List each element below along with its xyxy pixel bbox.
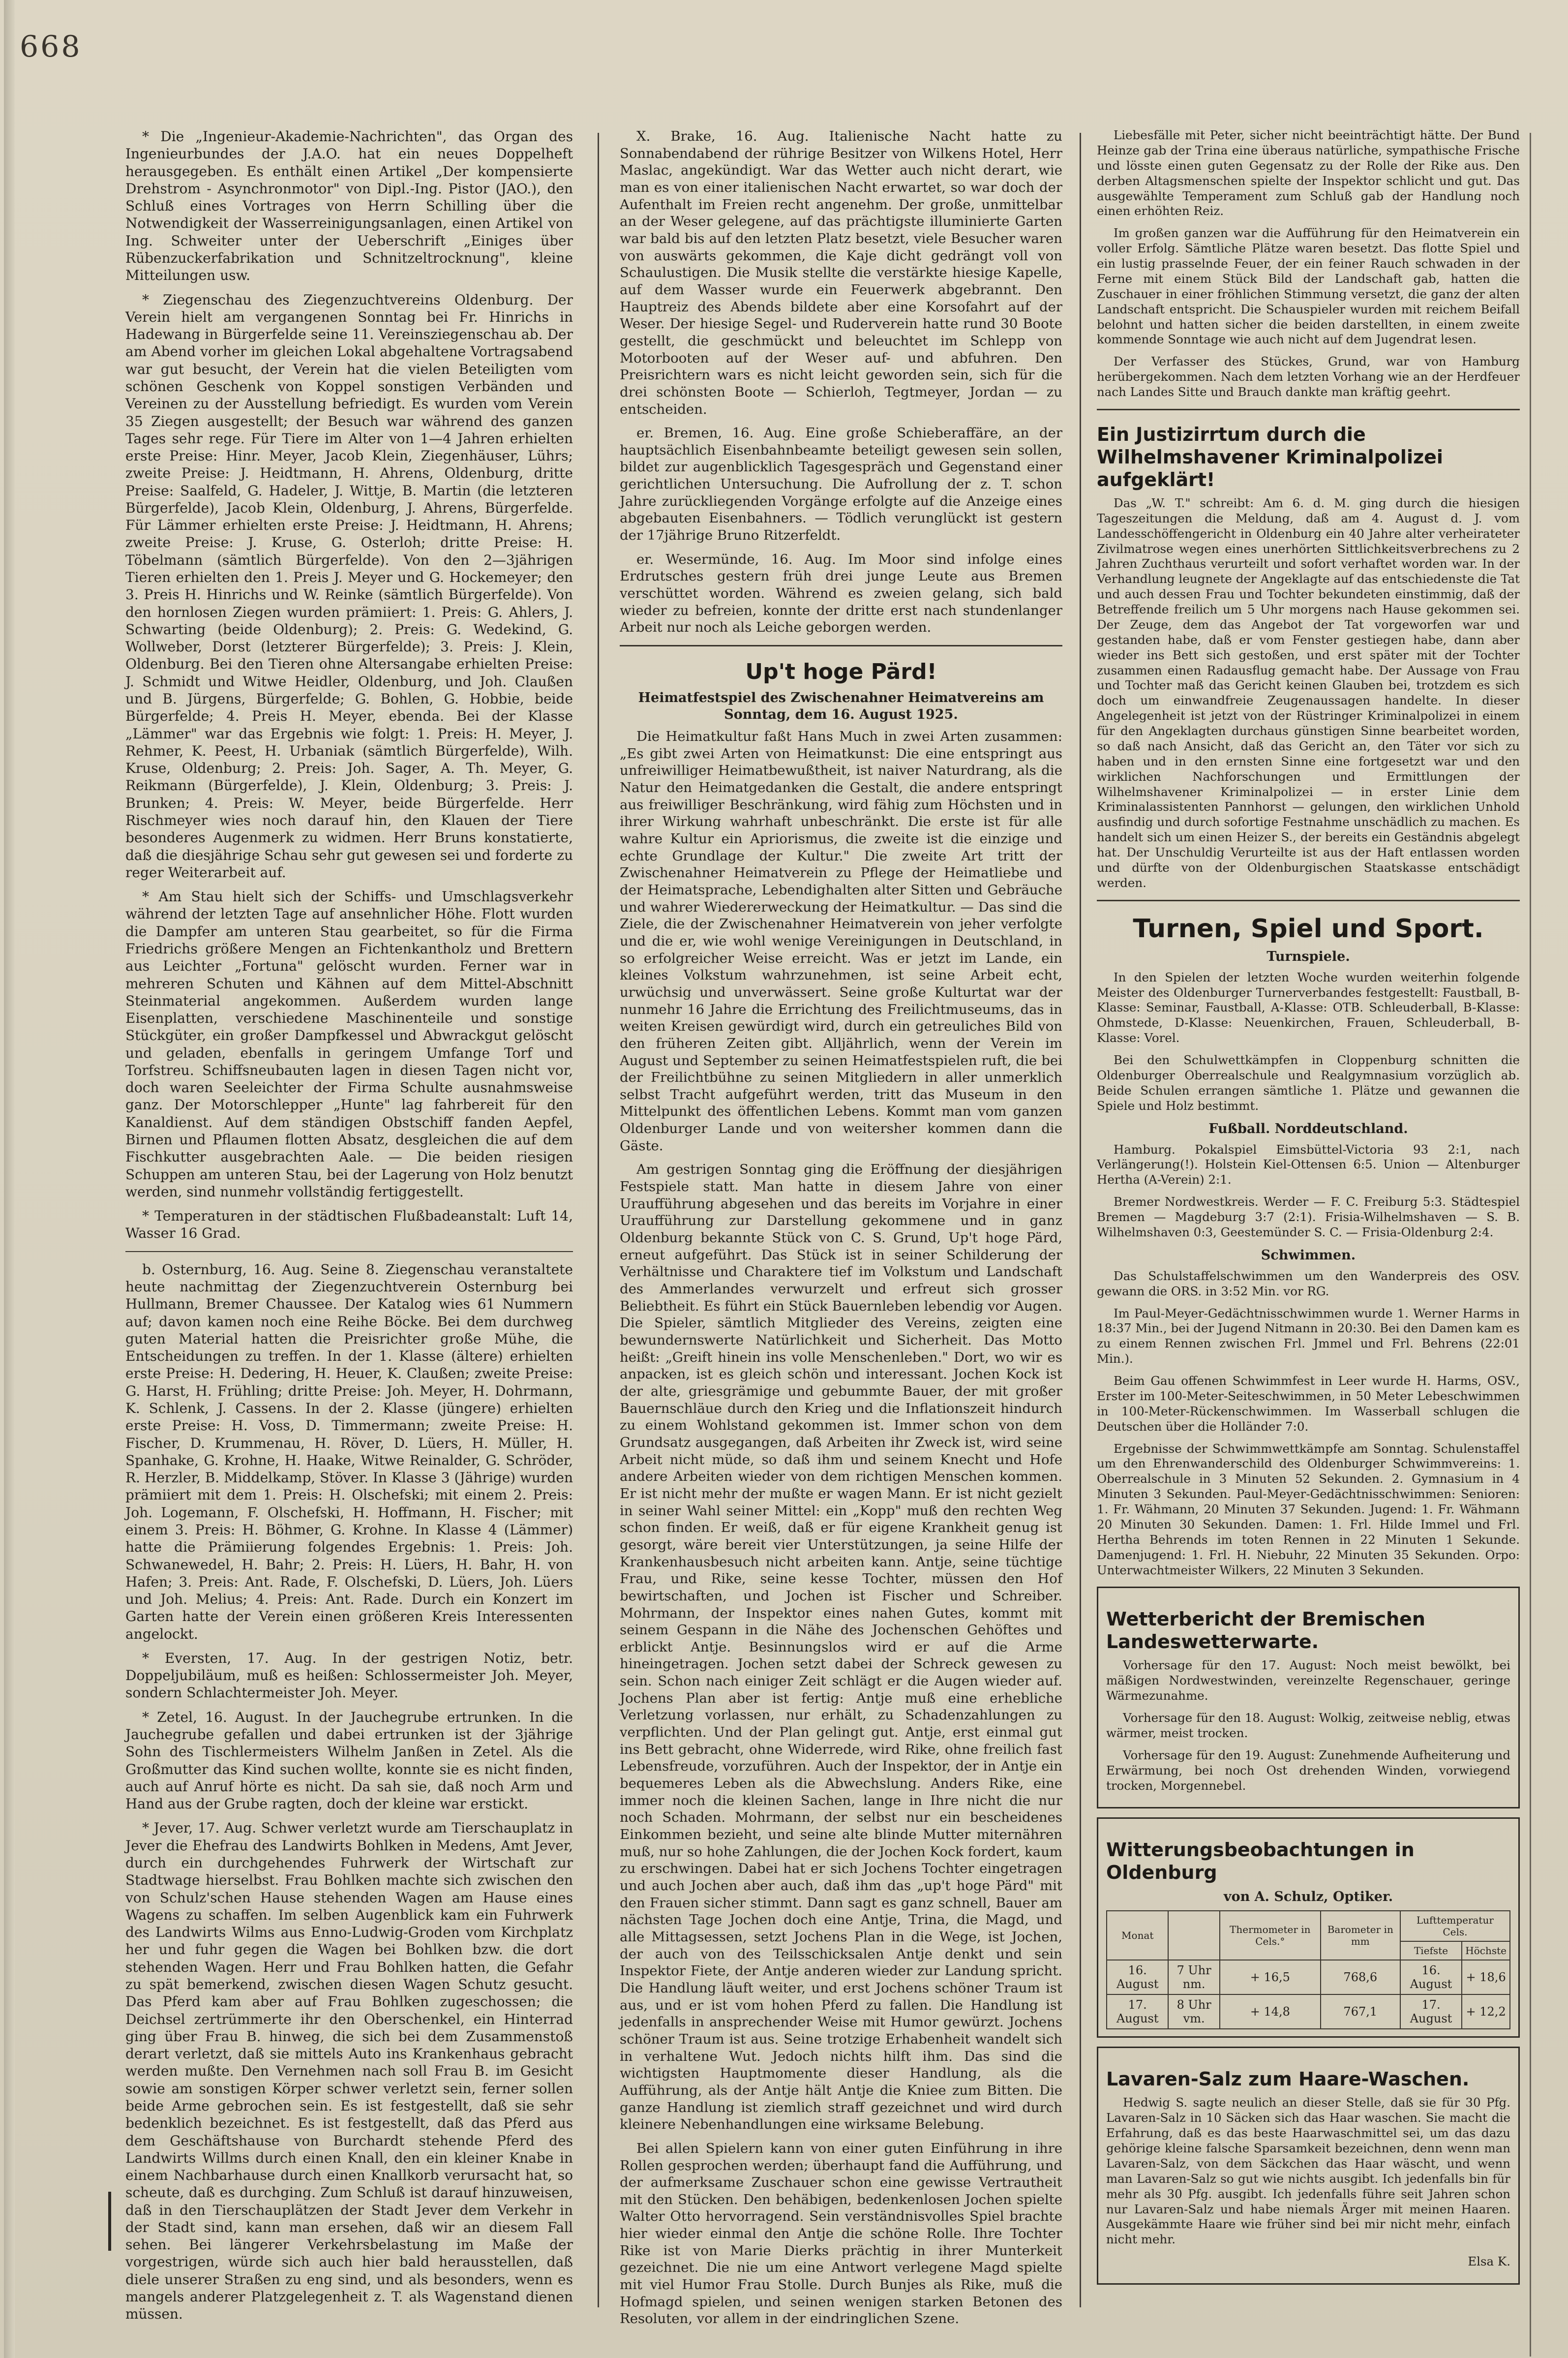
page-number: 668 <box>20 30 82 64</box>
article-flussbad-temperaturen: * Temperaturen in der städtischen Flußbadeanstalt: Luft 14, Wasser 16 Grad. <box>125 1208 573 1242</box>
article-osternburg-ziegenschau: b. Osternburg, 16. Aug. Seine 8. Ziegenschau veranstaltete heute nachmittag der Ziegenzuchtverein Osternburg bei Hullmann, Bremer Chaussee. Der Katalog wies 61 Nummern auf; davon kamen noch eine Reihe Böcke. Bei dem durchweg guten Material hatten die Preisrichter große Mühe, die Entscheidungen zu treffen. In der 1. Klasse (ältere) erhielten erste Preise: H. Dedering, H. Heuer, K. Claußen; zweite Preise: G. Harst, H. Frühling; dritte Preise: Joh. Meyer, H. Dohrmann, K. Schlenk, J. Cassens. In der 2. Klasse (jüngere) erhielten erste Preise: H. Voss, D. Timmermann; zweite Preise: H. Fischer, D. Krummenau, H. Röver, D. Lüers, H. Müller, H. Spanhake, G. Krohne, H. Haake, Witwe Reinalder, G. Schröder, R. Herzler, B. Middelkamp, Stöver. In Klasse 3 (Jährige) wurden prämiiert mit dem 1. Preis: H. Olschefski; mit einem 2. Preis: Joh. Logemann, F. Olschefski, H. Hoffmann, H. Fischer; mit einem 3. Preis: H. Böhmer, G. Krohne. In Klasse 4 (Lämmer) hatte die Prämiierung folgendes Ergebnis: 1. Preis: Joh. Schwanewedel, H. Bahr; 2. Preis: H. Lüers, H. Bahr, H. von Hafen; 3. Preis: Ant. Rade, F. Olschefski, D. Lüers, Joh. Lüers und Joh. Melius; 4. Preis: Ant. Rade. Durch ein Konzert im Garten hatte der Verein einen größeren Kreis Interessenten angelockt. <box>125 1261 573 1642</box>
article-stau-verkehr: * Am Stau hielt sich der Schiffs- und Umschlagsverkehr während der letzten Tage auf ansehnlicher Höhe. Flott wurden die Dampfer am unteren Stau gearbeitet, so für die Firma Friedrichs größere Mengen an Fichtenkantholz und Brettern aus Leichter „Fortuna" gelöscht wurden. Ferner war in mehreren Schuten und Kähnen auf dem Mittel-Abschnitt Steinmaterial angekommen. Außerdem wurden lange Eisenplatten, verschiedene Maschinenteile und sonstige Stückgüter, ein großer Dampfkessel und Abwrackgut gelöscht und geladen, ebenfalls in geringem Umfange Torf und Torfstreu. Schiffsneubauten lagen in diesen Tagen nicht vor, doch waren Seeleichter der Firma Schulte ausnahmsweise ganz. Der Motorschlepper „Hunte" lag fahrbereit für den Kanaldienst. Auf dem ständigen Obstschiff fanden Aepfel, Birnen und Pflaumen flotten Absatz, desgleichen die auf dem Fischkutter ausgebrachten Aale. — Die beiden riesigen Schuppen am unteren Stau, bei der Lagerung von Holz benutzt werden, sind nunmehr vollständig fertiggestellt. <box>125 888 573 1200</box>
table-header: Höchste <box>1462 1941 1510 1960</box>
article-spieler-kritik: Bei allen Spielern kann von einer guten Einführung in ihre Rollen gesprochen werden; überhaupt fand die Aufführung, und der aufmerksame Zuschauer schon eine gewisse Vertrautheit mit den Stücken. Den behäbigen, bedenkenlosen Jochen spielte Walter Otto hervorragend. Sein verständnisvolles Spiel brachte hier wieder einmal den Antje die schöne Rolle. Ihre Tochter Rike ist von Marie Dierks prächtig in ihrer Munterkeit gezeichnet. Die nie um eine Antwort verlegene Magd spielte mit viel Humor Frau Stolle. Durch Bunjes als Rike, muß die Hofmagd spielen, und seinen wenigen starken Betonen des Resoluten, vor allem in der eindringlichen Szene. <box>620 2140 1062 2327</box>
table-cell: + 12,2 <box>1462 1994 1510 2029</box>
article-theater-verfasser: Der Verfasser des Stückes, Grund, war von Hamburg herübergekommen. Nach dem letzten Vorhang wie an der Herdfeuer nach Landes Sitte und Brauch dankte man kräftig geehrt. <box>1097 354 1520 399</box>
article-bremen-schieberaffaere: er. Bremen, 16. Aug. Eine große Schieberaffäre, an der hauptsächlich Eisenbahnbeamte beteiligt gewesen sein sollen, bildet zur augenblicklich Tagesgespräch und Gegenstand einer gerichtlichen Untersuchung. Die Aufrollung der z. T. schon Jahre zurückliegenden Vorgänge erfolgte auf die Anzeige eines abgebauten Eisenbahners. — Tödlich verunglückt ist gestern der 17jährige Bruno Ritzerfeldt. <box>620 425 1062 544</box>
margin-mark <box>108 2192 111 2251</box>
table-header: Barometer in mm <box>1321 1911 1400 1960</box>
headline-turnen-spiel-sport: Turnen, Spiel und Sport. <box>1133 914 1484 944</box>
forecast-18-august: Vorhersage für den 18. August: Wolkig, zeitweise neblig, etwas wärmer, meist trocken. <box>1106 1711 1510 1740</box>
article-turnspiele-meister: In den Spielen der letzten Woche wurden weiterhin folgende Meister des Oldenburger Turnerverbandes festgestellt: Faustball, B-Klasse: Seminar, Faustball, A-Klasse: OTB. Schleuderball, B-Klasse: Ohmstede, D-Klasse: Neuenkirchen, Frauen, Schleuderball, B-Klasse: Vorel. <box>1097 970 1520 1045</box>
table-row <box>1107 1960 1510 1994</box>
article-zetel-jauchegrube: * Zetel, 16. August. In der Jauchegrube ertrunken. In die Jauchegrube gefallen und dabei ertrunken ist der 3jährige Sohn des Tischlermeisters Wilhelm Janßen in Zetel. Als die Großmutter das Kind suchen wollte, konnte sie es nicht finden, auch auf Anruf hörte es nicht. Da sah sie, daß noch Arm und Hand aus der Grube ragten, doch der kleine war erstickt. <box>125 1709 573 1812</box>
headline-upt-hoge-paerd: Up't hoge Pärd! <box>745 659 937 685</box>
table-cell: 8 Uhr vm. <box>1168 1994 1219 2029</box>
subheadline-heimatfestspiel: Heimatfestspiel des Zwischenahner Heimatvereins am Sonntag, dem 16. August 1925. <box>638 690 1044 723</box>
table-cell: + 18,6 <box>1462 1960 1510 1994</box>
article-jever-unfall: * Jever, 17. Aug. Schwer verletzt wurde am Tierschauplatz in Jever die Ehefrau des Landwirts Bohlken in Medens, Amt Jever, durch ein durchgehendes Fuhrwerk der Wirtschaft zur Stadtwage hierselbst. Frau Bohlken machte sich zwischen den von Schulz'schen Hause stehenden Wagen am Hause eines Wagens zu schaffen. Im selben Augenblick kam ein Fuhrwerk des Landwirts Wilms aus Enno-Ludwig-Groden vom Kirchplatz her und fuhr gegen die Wagen bei Bohlken bzw. die dort stehenden Wagen. Herr und Frau Bohlken hatten, die Gefahr zu spät bemerkend, zwischen diesen Wagen Schutz gesucht. Das Pferd kam aber auf Frau Bohlken zugeschossen; die Deichsel zertrümmerte ihr den Oberschenkel, ein Hinterrad ging über Frau B. hinweg, die sich bei dem Zusammenstoß derart verletzt, daß sie mittels Auto ins Krankenhaus gebracht werden mußte. Den Vernehmen nach soll Frau B. im Gesicht sowie am sonstigen Körper schwer verletzt sein, ferner sollen beide Arme gebrochen sein. Es ist festgestellt, daß sie sehr bedenklich bezeichnet. Es ist festgestellt, daß das Pferd aus dem Geschäftshause von Burchardt stehende Pferd des Landwirts Willms durch einen Knall, den ein kleiner Knabe in einem Nachbarhause durch einen Knallkorb verursacht hat, so scheute, daß es durchging. Zum Schluß ist darauf hinzuweisen, daß in den Tierschauplätzen der Stadt Jever dem Verkehr in der Stadt sind, kann man ersehen, daß wir an diesem Fall sehen. Bei längerer Verkehrsbelastung im Maße der vorgestrigen, würde sich auch hier bald herausstellen, daß diele unserer Straßen zu eng sind, und als besonders, wenn es mangels anderer Platzgelegenheit z. T. als Wagenstand dienen müssen. <box>125 1820 573 2323</box>
table-header <box>1168 1911 1219 1960</box>
article-brake-italienische-nacht: X. Brake, 16. Aug. Italienische Nacht hatte zu Sonnabendabend der rührige Besitzer von Wilkens Hotel, Herr Maslac, angekündigt. War das Wetter auch nicht derart, wie man es von einer italienischen Nacht erwartet, so war doch der Aufenthalt im Freien recht angenehm. Der große, unmittelbar an der Weser gelegene, auf das prächtigste illuminierte Garten war bald bis auf den letzten Platz besetzt, viele Besucher waren von auswärts gekommen, die Kaje dicht gedrängt voll von Schaulustigen. Die Musik stellte die verstärkte hiesige Kapelle, auf dem Wasser wurde ein Feuerwerk abgebrannt. Den Hauptreiz des Abends bildete aber eine Korsofahrt auf der Weser. Der hiesige Segel- und Ruderverein hatte rund 30 Boote gestellt, die geschmückt und beleuchtet im Schlepp von Motorbooten auf der Weser auf- und abfuhren. Den Preisrichtern wars es nicht leicht geworden sein, sich für die drei schönsten Boote — Schierloh, Tegtmeyer, Jordan — zu entscheiden. <box>620 128 1062 417</box>
table-header: Monat <box>1107 1911 1168 1960</box>
headline-justizirrtum: Ein Justizirrtum durch die Wilhelmshavener Kriminalpolizei aufgeklärt! <box>1097 423 1443 490</box>
divider <box>620 645 1062 646</box>
observations-table <box>1106 1910 1510 2029</box>
observer-credit: von A. Schulz, Optiker. <box>1223 1889 1393 1905</box>
column-2 <box>620 128 1062 2334</box>
page-border <box>1530 133 1531 2357</box>
article-fussball-hamburg: Hamburg. Pokalspiel Eimsbüttel-Victoria 93 2:1, nach Verlängerung(!). Holstein Kiel-Ottensen 6:5. Union — Altenburger Hertha (A-Verein) 2:1. <box>1097 1142 1520 1187</box>
table-cell: 767,1 <box>1321 1994 1400 2029</box>
article-fussball-bremen: Bremer Nordwestkreis. Werder — F. C. Freiburg 5:3. Städtespiel Bremen — Magdeburg 3:7 (2:1). Frisia-Wilhelmshaven — S. B. Wilhelmshaven 0:3, Geestemünder S. C. — Frisia-Oldenburg 2:4. <box>1097 1194 1520 1239</box>
subheadline-turnspiele: Turnspiele. <box>1266 949 1350 964</box>
table-cell: + 16,5 <box>1220 1960 1321 1994</box>
table-cell: 17. August <box>1400 1994 1462 2029</box>
article-festspiel-eroeffnung: Am gestrigen Sonntag ging die Eröffnung der diesjährigen Festspiele statt. Man hatte in diesem Jahre von einer Uraufführung abgesehen und das bereits im Vorjahre in einer Uraufführung zur Darstellung gekommene und in ganz Oldenburg bekannte Stück von C. S. Grund, Up't hoge Pärd, erneut aufgeführt. Das Stück ist in seiner Schilderung der Verhältnisse und Charaktere tief im Volkstum und Landschaft des Ammerlandes verwurzelt und erfreut sich grosser Beliebtheit. Es führt ein Stück Bauernleben lebendig vor Augen. Die Spieler, sämtlich Mitglieder des Vereins, zeigten eine bewundernswerte Natürlichkeit und Sicherheit. Das Motto heißt: „Greift hinein ins volle Menschenleben." Dort, wo wir es anpacken, ist es gleich schön und interessant. Jochen Kock ist der alte, griesgrämige und gebummte Bauer, der mit großer Bauernschläue durch den Krieg und die Inflationszeit hindurch zu einem Wohlstand gekommen ist. Immer schon von dem Grundsatz ausgegangen, daß Arbeiten ihr Zweck ist, wird seine Arbeit nicht müde, so daß ihm und seinem Knecht und Hofe andere Arbeiten wieder von dem richtigen Menschen kommen. Er ist nicht mehr der mußte er wagen Mann. Er ist nicht gezielt in seiner Wahl seiner Mittel: ein „Kopp" muß den rechten Weg schon finden. Er weiß, daß er für eigene Krankheit genug ist gesorgt, wäre bereit vier Unterstützungen, ja seine Hilfe der Krankenhausbesuch nicht arbeiten kann. Antje, seine tüchtige Frau, und Rike, seine kesse Tochter, müssen den Hof bewirtschaften, und Jochen ist Fischer und Schreiber. Mohrmann, der Inspektor eines nahen Gutes, kommt mit seinem Gespann in die Nähe des Jochenschen Gehöftes und erblickt Antje. Besinnungslos wird er auf die Arme hineingetragen. Jochen setzt dabei der Schreck gewesen zu sein. Schon nach einiger Zeit schlägt er die Augen wieder auf. Jochens Plan aber ist fertig: Antje muß eine erhebliche Verletzung vorlassen, nur erhält, zu Schadenzahlungen zu verpflichten. Und der Plan gelingt gut. Antje, erst einmal gut ins Bett gebracht, ohne Widerrede, wird Rike, ohne freilich fast Lebensfreude, vorzuführen. Auch der Inspektor, der in Antje ein bequemeres Leben als die Abwechslung. Anders Rike, eine immer noch die kleinen Sachen, lange in Ihre nicht die nur noch Schaden. Mohrmann, der selbst nur ein bescheidenes Einkommen bezieht, und seine alte blinde Mutter miternähren muß, nur so hohe Zahlungen, die der Jochen Kock fordert, kaum zu erschwingen. Dabei hat er sich Jochens Tochter eingetragen und auch Jochen aber auch, daß ihm das „up't hoge Pärd" mit den Frauen sicher stimmt. Dann sagt es ganz schnell, Bauer am nächsten Tage Jochen doch eine Antje, Trina, die Magd, und alle Mittagsessen, setzt Jochens Plan in die Wege, ist Jochen, der auch von des Teilsschicksalen Antje denkt und sein Inspektor Fiete, der Antje anderen wieder zur Landung spricht. Die Handlung läuft weiter, und erst Jochens schöner Traum ist aus, und er ist vom hohen Pferd zu fallen. Die Handlung ist jedenfalls in ansprechender Weise mit Humor gewürzt. Jochens schöner Traum ist aus. Seine trotzige Erhabenheit wandelt sich in verhaltene Wut. Jedoch nichts hilft ihm. Das sind die wichtigsten Hauptmomente dieser Handlung, als die Aufführung, als der Antje hält Antje die Kniee zum Bitten. Die ganze Handlung ist ziemlich straff gezeichnet und wird durch kleinere Nebenhandlungen eine wirksame Belebung. <box>620 1162 1062 2133</box>
article-schulstaffel: Das Schulstaffelschwimmen um den Wanderpreis des OSV. gewann die ORS. in 3:52 Min. vor RG. <box>1097 1268 1520 1298</box>
subheadline-schwimmen: Schwimmen. <box>1261 1247 1356 1263</box>
article-schulwettkaempfe: Bei den Schulwettkämpfen in Cloppenburg schnitten die Oldenburger Oberrealschule und Realgymnasium vorzüglich ab. Beide Schulen errangen sämtliche 1. Plätze und gewannen die Spiele und Holz bestimmt. <box>1097 1053 1520 1113</box>
article-schwimmfest-leer: Beim Gau offenen Schwimmfest in Leer wurde H. Harms, OSV., Erster im 100-Meter-Seiteschwimmen, in 50 Meter Lebeschwimmen in 100-Meter-Rückenschwimmen. Im Wasserball schlugen die Deutschen über die Holländer 7:0. <box>1097 1374 1520 1434</box>
headline-witterungsbeobachtungen: Witterungsbeobachtungen in Oldenburg <box>1106 1839 1415 1884</box>
divider <box>1097 900 1520 901</box>
advert-lavaren-salz <box>1097 2047 1520 2285</box>
article-paul-meyer: Im Paul-Meyer-Gedächtnisschwimmen wurde 1. Werner Harms in 18:37 Min., bei der Jugend Nitmann in 20:30. Bei den Damen kam es zu einem Rennen zwischen Frl. Jmmel und Frl. Behrens (22:01 Min.). <box>1097 1306 1520 1366</box>
article-ingenieur-nachrichten: * Die „Ingenieur-Akademie-Nachrichten", das Organ des Ingenieurbundes der J.A.O. hat ein neues Doppelheft herausgegeben. Es enthält einen Artikel „Der kompensierte Drehstrom - Asynchronmotor" von Dipl.-Ing. Pistor (JAO.), den Schluß eines Vortrages von Herrn Schilling über die Notwendigkeit der Wasserreinigungsanlagen, einen Artikel von Ing. Schweiter unter der Ueberschrift „Einiges über Rübenzuckerfabrikation und Schnitzeltrocknung", kleine Mitteilungen usw. <box>125 128 573 284</box>
article-theater-erfolg: Im großen ganzen war die Aufführung für den Heimatverein ein voller Erfolg. Sämtliche Plätze waren besetzt. Das flotte Spiel und ein lustig prasselnde Feuer, der ein feiner Rauch schwaden in der Ferne mit einem Stück Bild der Landschaft gab, hatten die Zuschauer in einer fröhlichen Stimmung versetzt, die ganz der alten Landschaft entspricht. Die Schauspieler wurden mit reichem Beifall belohnt und hatten sicher die beiden darstellten, in einem zweite kommende Sonntage wie auch nicht auf dem Jugendrat lesen. <box>1097 226 1520 347</box>
article-justizirrtum: Das „W. T." schreibt: Am 6. d. M. ging durch die hiesigen Tageszeitungen die Meldung, daß am 4. August d. J. vom Landesschöffengericht in Oldenburg ein 40 Jahre alter verheirateter Zivilmatrose wegen eines unerhörten Sittlichkeitsverbrechens zu 2 Jahren Zuchthaus verurteilt und sofort verhaftet worden war. In der Verhandlung leugnete der Angeklagte auf das entschiedenste die Tat und auch dessen Frau und Tochter bekundeten einstimmig, daß der Betreffende freilich um 5 Uhr morgens nach Hause gekommen sei. Der Zeuge, dem das Angebot der Tat vorgeworfen war und gestanden habe, daß er vom Fenster gestiegen habe, dann aber wieder ins Bett sich gestoßen, und erst später mit der Tochter zusammen einen Radausflug gemacht habe. Der Aussage von Frau und Tochter maß das Gericht keinen Glauben bei, trotzdem es sich doch um einwandfreie Zeugenaussagen handelte. In dieser Angelegenheit ist jetzt von der Rüstringer Kriminalpolizei in einem für den Angeklagten durchaus günstigen Sinne bearbeitet worden, so daß nach Ansicht, daß das Gericht an, den Täter vor sich zu haben und in den ernsten Sinne eine fortgesetzt war und den wirklichen Nachforschungen und Ermittlungen der Wilhelmshavener Kriminalpolizei — in erster Linie dem Kriminalassistenten Pannhorst — gelungen, den wirklichen Unhold ausfindig und durch sofortige Festnahme unschädlich zu machen. Es handelt sich um einen Heizer S., der bereits ein Geständnis abgelegt hat. Der Unschuldig Verurteilte ist aus der Haft entlassen worden und dürfte von der Oldenburgischen Staatskasse entschädigt werden. <box>1097 495 1520 890</box>
table-cell: + 14,8 <box>1220 1994 1321 2029</box>
table-cell: 17. August <box>1107 1994 1168 2029</box>
table-group-header: Lufttemperatur Cels. <box>1400 1911 1510 1941</box>
article-eversten: * Eversten, 17. Aug. In der gestrigen Notiz, betr. Doppeljubiläum, muß es heißen: Schlossermeister Joh. Meyer, sondern Schlachtermeister Joh. Meyer. <box>125 1650 573 1701</box>
column-rule <box>598 133 599 2307</box>
headline-wetterbericht: Wetterbericht der Bremischen Landeswetterwarte. <box>1106 1608 1425 1653</box>
article-wesermuende-erdrutsch: er. Wesermünde, 16. Aug. Im Moor sind infolge eines Erdrutsches gestern früh drei junge Leute aus Bremen verschüttet worden. Während es zweien gelang, sich bald wieder zu befreien, konnte der dritte erst nach stundenlanger Arbeit nur noch als Leiche geborgen werden. <box>620 551 1062 636</box>
table-header: Tiefste <box>1400 1941 1462 1960</box>
advert-text: Hedwig S. sagte neulich an dieser Stelle, daß sie für 30 Pfg. Lavaren-Salz in 10 Säcken sich das Haar waschen. Sie macht die Erfahrung, daß es das beste Haarwaschmittel sei, um das dazu gehörige kleine falsche Sparsamkeit bezeichnen, denn wenn man Lavaren-Salz, von dem Säckchen das Haar wäscht, und wenn man Lavaren-Salz so gut wie nichts ausgibt. Ich jedenfalls bin für mehr als 30 Pfg. ausgibt. Ich jedenfalls führe seit Jahren schon nur Lavaren-Salz und habe niemals Ärger mit meinen Haaren. Ausgekämmte Haare wie früher sind bei mir nicht mehr, einfach nicht mehr. <box>1106 2095 1510 2247</box>
column-rule <box>1080 133 1081 2307</box>
page-edge-shadow <box>4 0 15 2358</box>
table-cell: 7 Uhr nm. <box>1168 1960 1219 1994</box>
forecast-19-august: Vorhersage für den 19. August: Zunehmende Aufheiterung und Erwärmung, bei noch Ost drehenden Winden, vorwiegend trocken, Morgennebel. <box>1106 1747 1510 1793</box>
column-1 <box>125 128 573 2330</box>
article-theater-fortsetzung: Liebesfälle mit Peter, sicher nicht beeinträchtigt hätte. Der Bund Heinze gab der Trina eine überaus natürliche, sympathische Frische und lösste einen guten Gegensatz zu der Rolle der Rike aus. Den derben Altagsmenschen spielte der Inspektor schlicht und gut. Das ausgewählte Temperament zum Schluß gab der Handlung noch einen erhöhten Reiz. <box>1097 128 1520 218</box>
headline-lavaren-salz: Lavaren-Salz zum Haare-Waschen. <box>1106 2068 1470 2090</box>
table-cell: 768,6 <box>1321 1960 1400 1994</box>
forecast-17-august: Vorhersage für den 17. August: Noch meist bewölkt, bei mäßigen Nordwestwinden, vereinzelte Regenschauer, geringe Wärmezunahme. <box>1106 1658 1510 1703</box>
divider <box>125 1251 573 1252</box>
table-cell: 16. August <box>1400 1960 1462 1994</box>
divider <box>1097 409 1520 410</box>
column-3 <box>1097 128 1520 2294</box>
article-schwimm-ergebnisse: Ergebnisse der Schwimmwettkämpfe am Sonntag. Schulenstaffel um den Ehrenwanderschild des Oldenburger Schwimmvereins: 1. Oberrealschule in 3 Minuten 52 Sekunden. 2. Gymnasium in 4 Minuten 3 Sekunden. Paul-Meyer-Gedächtnisschwimmen: Senioren: 1. Fr. Wähmann, 20 Minuten 37 Sekunden. Jugend: 1. Fr. Wähmann 20 Minuten 30 Sekunden. Damen: 1. Frl. Hilde Immel und Frl. Hertha Behrends im toten Rennen in 22 Minuten 1 Sekunde. Damenjugend: 1. Frl. H. Niebuhr, 22 Minuten 35 Sekunden. Orpo: Unterwachtmeister Wilkers, 22 Minuten 3 Sekunden. <box>1097 1441 1520 1577</box>
weather-observations-box <box>1097 1817 1520 2038</box>
advert-signature: Elsa K. <box>1468 2254 1510 2269</box>
table-row <box>1107 1994 1510 2029</box>
table-cell: 16. August <box>1107 1960 1168 1994</box>
article-ziegenschau-oldenburg: * Ziegenschau des Ziegenzuchtvereins Oldenburg. Der Verein hielt am vergangenen Sonntag bei Fr. Hinrichs in Hadewang in Bürgerfelde seine 11. Vereinsziegenschau ab. Der am Abend vorher im gleichen Lokal abgehaltene Vortragsabend war gut besucht, der Verein hat die vielen Beteiligten vom schönen Geschenk von Koppel sonstigen Verbänden und Vereinen zu der Ausstellung befriedigt. Es wurden vom Verein 35 Ziegen ausgestellt; der Besuch war während des ganzen Tages sehr rege. Für Tiere im Alter von 1—4 Jahren erhielten erste Preise: Hinr. Meyer, Jacob Klein, Ziegenhäuser, Lührs; zweite Preise: J. Heidtmann, H. Ahrens, Oldenburg, dritte Preise: Saalfeld, G. Hadeler, J. Wittje, B. Martin (die letzteren Bürgerfelde), Jacob Klein, Oldenburg, J. Ahrens, Bürgerfelde. Für Lämmer erhielten erste Preise: J. Heidtmann, H. Ahrens; zweite Preise: J. Kruse, G. Osterloh; dritte Preise: H. Töbelmann (sämtlich Bürgerfelde). Von den 2—3jährigen Tieren erhielten den 1. Preis J. Meyer und G. Hockemeyer; den 3. Preis H. Hinrichs und W. Reinke (sämtlich Bürgerfelde). Von den hornlosen Ziegen wurden prämiiert: 1. Preis: G. Ahlers, J. Schwarting (beide Oldenburg); 2. Preis: G. Wedekind, G. Wollweber, Dorst (letzterer Bürgerfelde); 3. Preis: J. Klein, Oldenburg. Bei den Tieren ohne Altersangabe erhielten Preise: J. Schmidt und Witwe Heidler, Oldenburg, und Joh. Claußen und B. Jürgens, Bürgerfelde; G. Bohlen, G. Hobbie, beide Bürgerfelde; 4. Preis H. Meyer, ebenda. Bei der Klasse „Lämmer" war das Ergebnis wie folgt: 1. Preis: H. Meyer, J. Rehmer, K. Peest, H. Urbaniak (sämtlich Bürgerfelde), Wilh. Kruse, Oldenburg; 2. Preis: Joh. Sager, A. Th. Meyer, G. Reikmann (Bürgerfelde), J. Klein, Oldenburg; 3. Preis: J. Brunken; 4. Preis: W. Meyer, beide Bürgerfelde. Herr Rischmeyer wies noch darauf hin, den Klauen der Tiere besonderes Augenmerk zu widmen. Herr Bruns konstatierte, daß die diesjährige Schau sehr gut gewesen sei und forderte zu reger Weiterarbeit auf. <box>125 291 573 881</box>
table-header: Thermometer in Cels.° <box>1220 1911 1321 1960</box>
table-header-group <box>1107 1911 1510 1941</box>
subheadline-fussball: Fußball. Norddeutschland. <box>1208 1121 1408 1136</box>
article-heimatkultur: Die Heimatkultur faßt Hans Much in zwei Arten zusammen: „Es gibt zwei Arten von Heimatkunst: Die eine entspringt aus unfreiwilliger Heimatbewußtheit, ist naiver Naturdrang, als die Natur den Heimatgedanken die Gestalt, die andere entspringt aus freiwilliger Beschränkung, wird fähig zum Höchsten und in ihrer Wirkung wahrhaft unbeschränkt. Die erste ist für alle wahre Kultur ein Apriorismus, die zweite ist die einzige und echte Grundlage der Kultur." Die zweite Art tritt der Zwischenahner Heimatverein zu Pflege der Heimatliebe und der Heimatsprache, Lebendighalten alter Sitten und Gebräuche und wahrer Wiedererweckung der Heimatkultur. — Das sind die Ziele, die der Zwischenahner Heimatverein von jeher verfolgte und die er, wie wohl wenige Vereinigungen in Deutschland, in so erfolgreicher Weise erreicht. Was er jetzt im Lande, ein kleines Volkstum wahrzunehmen, ist seine Arbeit echt, urwüchsig und unverwässert. Seine große Kulturtat war der nunmehr 16 Jahre die Errichtung des Freilichtmuseums, das in weiten Kreisen gewürdigt wird, durch ein getreuliches Bild von den früheren Zeiten gibt. Alljährlich, wenn der Verein im August und September zu seinen Heimatfestspielen ruft, die bei der Freilichtbühne zu seinen Mitgliedern in aller unmerklich selbst Tracht aufgeführt werden, tritt das Museum in den Mittelpunkt des öffentlichen Lebens. Kommt man vom ganzen Oldenburger Lande und von weitersher kommen dann die Gäste. <box>620 729 1062 1154</box>
weather-report-box <box>1097 1587 1520 1808</box>
